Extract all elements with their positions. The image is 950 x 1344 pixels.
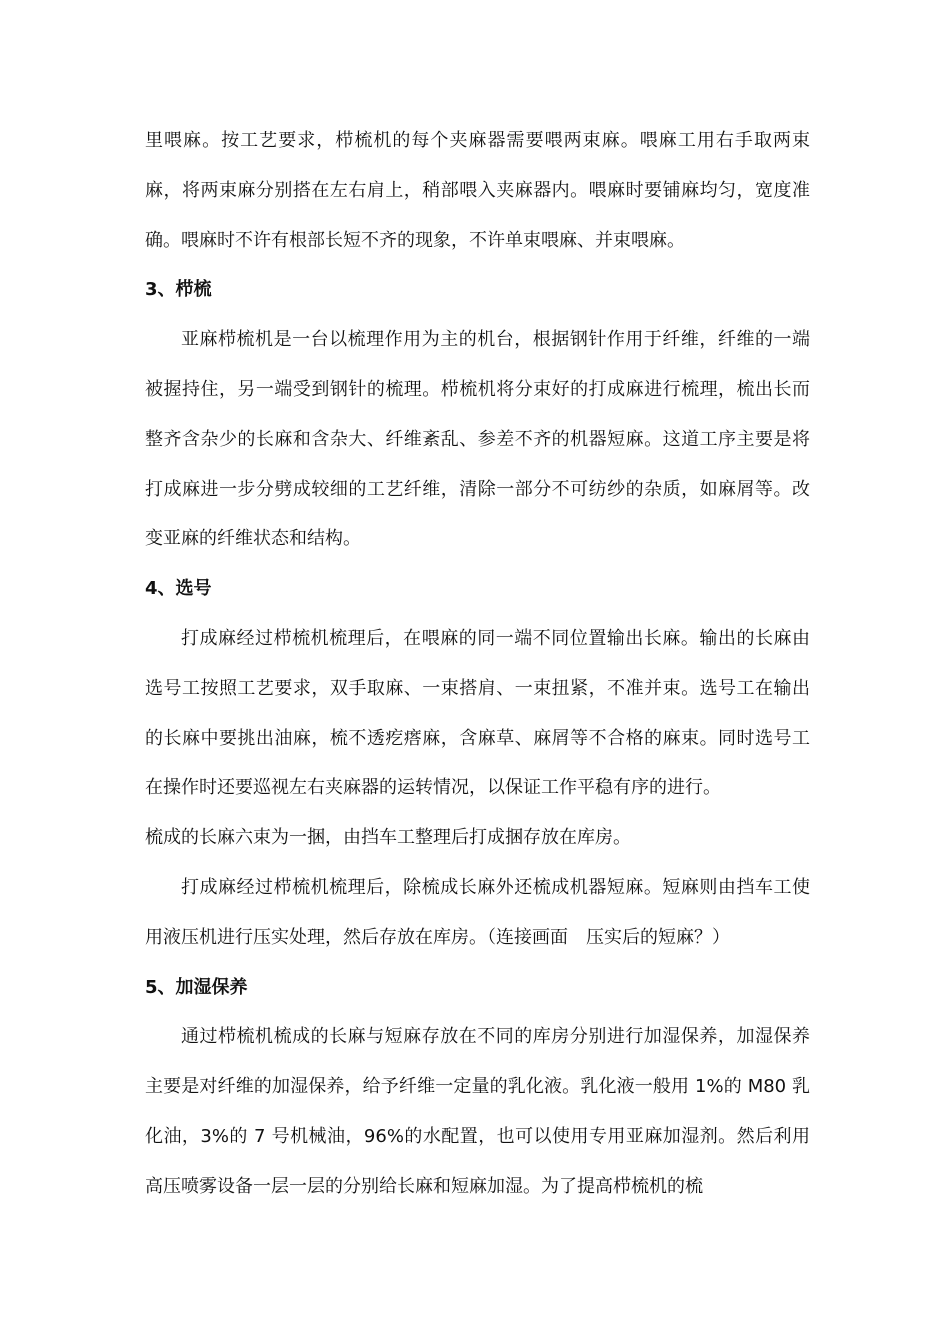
document-body (145, 116, 810, 1212)
section-heading-humidifying: 5、加湿保养 (145, 976, 248, 998)
paragraph-hackling: 亚麻栉梳机是一台以梳理作用为主的机台，根据钢针作用于纤维，纤维的一端被握持住，另一端受到钢针的梳理。栉梳机将分束好的打成麻进行梳理，梳出长而整齐含杂少的长麻和含杂大、纤维紊乱、参差不齐的机器短麻。这道工序主要是将打成麻进一步分劈成较细的工艺纤维，清除一部分不可纺纱的杂质，如麻屑等。改变亚麻的纤维状态和结构。 (145, 329, 810, 550)
paragraph-short-flax: 打成麻经过栉梳机梳理后，除梳成长麻外还梳成机器短麻。短麻则由挡车工使用液压机进行压实处理，然后存放在库房。（连接画面 压实后的短麻？） (145, 876, 810, 948)
paragraph-sorting: 打成麻经过栉梳机梳理后，在喂麻的同一端不同位置输出长麻。输出的长麻由选号工按照工艺要求，双手取麻、一束搭肩、一束扭紧，不准并束。选号工在输出的长麻中要挑出油麻，梳不透疙瘩麻，含麻草、麻屑等不合格的麻束。同时选号工在操作时还要巡视左右夹麻器的运转情况，以保证工作平稳有序的进行。 (145, 627, 810, 799)
section-heading-sorting: 4、选号 (145, 578, 212, 600)
section-heading-hackling: 3、栉梳 (145, 279, 212, 301)
paragraph-humidifying: 通过栉梳机梳成的长麻与短麻存放在不同的库房分别进行加湿保养，加湿保养主要是对纤维的加湿保养，给予纤维一定量的乳化液。乳化液一般用 1%的 M80 乳化油，3%的 7 号机械油，96%的水配置，也可以使用专用亚麻加湿剂。然后利用高压喷雾设备一层一层的分别给长麻和短麻加湿。为了提高栉梳机的梳 (145, 1026, 810, 1197)
paragraph-feeding: 里喂麻。按工艺要求，栉梳机的每个夹麻器需要喂两束麻。喂麻工用右手取两束麻，将两束麻分别搭在左右肩上，稍部喂入夹麻器内。喂麻时要铺麻均匀，宽度准确。喂麻时不许有根部长短不齐的现象，不许单束喂麻、并束喂麻。 (145, 130, 810, 251)
paragraph-bundling: 梳成的长麻六束为一捆，由挡车工整理后打成捆存放在库房。 (145, 827, 631, 849)
